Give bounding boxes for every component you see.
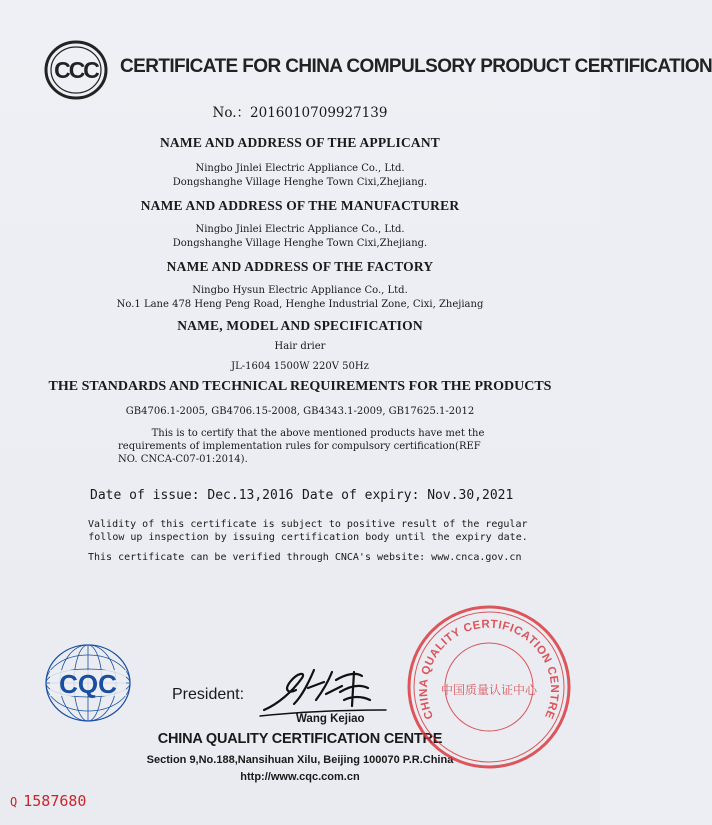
applicant-heading: NAME AND ADDRESS OF THE APPLICANT: [159, 135, 440, 150]
svg-text:CHINA QUALITY CERTIFICATION CE: CHINA QUALITY CERTIFICATION CENTRE: [417, 618, 561, 721]
president-name: Wang Kejiao: [296, 713, 365, 725]
svg-text:CCC: CCC: [54, 57, 98, 83]
validity-line-1: Validity of this certificate is subject to positive result of the regular: [88, 519, 528, 530]
svg-text:CQC: CQC: [59, 669, 117, 699]
validity-line-2: follow up inspection by issuing certification body until the expiry date.: [88, 532, 528, 543]
certify-line-1: This is to certify that the above mentioned products have met the: [151, 428, 485, 439]
serial-value: 1587680: [23, 792, 87, 810]
ccc-logo: [44, 40, 108, 100]
certify-line-2: requirements of implementation rules for compulsory certification(REF: [118, 441, 481, 452]
cqc-logo: [38, 642, 138, 724]
serial-number: [10, 792, 86, 810]
factory-address: No.1 Lane 478 Heng Peng Road, Henghe Industrial Zone, Cixi, Zhejiang: [116, 299, 484, 310]
issuing-body-name: CHINA QUALITY CERTIFICATION CENTRE: [157, 731, 443, 747]
standards-list: GB4706.1-2005, GB4706.15-2008, GB4343.1-2009, GB17625.1-2012: [125, 406, 475, 417]
issuing-body-website: http://www.cqc.com.cn: [240, 771, 360, 783]
applicant-name: Ningbo Jinlei Electric Appliance Co., Ltd.: [195, 163, 405, 174]
product-model: JL-1604 1500W 220V 50Hz: [231, 361, 369, 372]
certificate-number: No.：2016010709927139: [212, 105, 388, 121]
standards-heading: THE STANDARDS AND TECHNICAL REQUIREMENTS FOR THE PRODUCTS: [48, 379, 552, 394]
certificate-title: CERTIFICATE FOR CHINA COMPULSORY PRODUCT CERTIFICATION: [120, 56, 712, 77]
certify-line-3: NO. CNCA-C07-01:2014).: [118, 454, 248, 465]
date-of-issue: Date of issue: Dec.13,2016: [90, 488, 294, 503]
manufacturer-address: Dongshanghe Village Henghe Town Cixi,Zhejiang.: [172, 238, 428, 249]
factory-heading: NAME AND ADDRESS OF THE FACTORY: [166, 259, 434, 274]
applicant-address: Dongshanghe Village Henghe Town Cixi,Zhejiang.: [172, 177, 428, 188]
certification-statement: [118, 427, 518, 466]
validity-note: [88, 518, 528, 544]
product-name: Hair drier: [274, 341, 326, 352]
verification-note: This certificate can be verified through CNCA's website: www.cnca.gov.cn: [88, 552, 522, 563]
date-of-expiry: Date of expiry: Nov.30,2021: [302, 488, 514, 503]
president-signature: [258, 660, 388, 718]
president-label: President:: [172, 686, 245, 703]
svg-text:中国质量认证中心: 中国质量认证中心: [440, 683, 538, 697]
product-heading: NAME, MODEL AND SPECIFICATION: [177, 318, 423, 333]
official-stamp: [404, 602, 574, 772]
manufacturer-heading: NAME AND ADDRESS OF THE MANUFACTURER: [140, 198, 460, 213]
issuing-body-address: Section 9,No.188,Nansihuan Xilu, Beijing 100070 P.R.China: [146, 754, 454, 766]
serial-prefix: Q: [10, 795, 18, 809]
manufacturer-name: Ningbo Jinlei Electric Appliance Co., Ltd.: [195, 224, 405, 235]
factory-name: Ningbo Hysun Electric Appliance Co., Ltd.: [192, 285, 408, 296]
